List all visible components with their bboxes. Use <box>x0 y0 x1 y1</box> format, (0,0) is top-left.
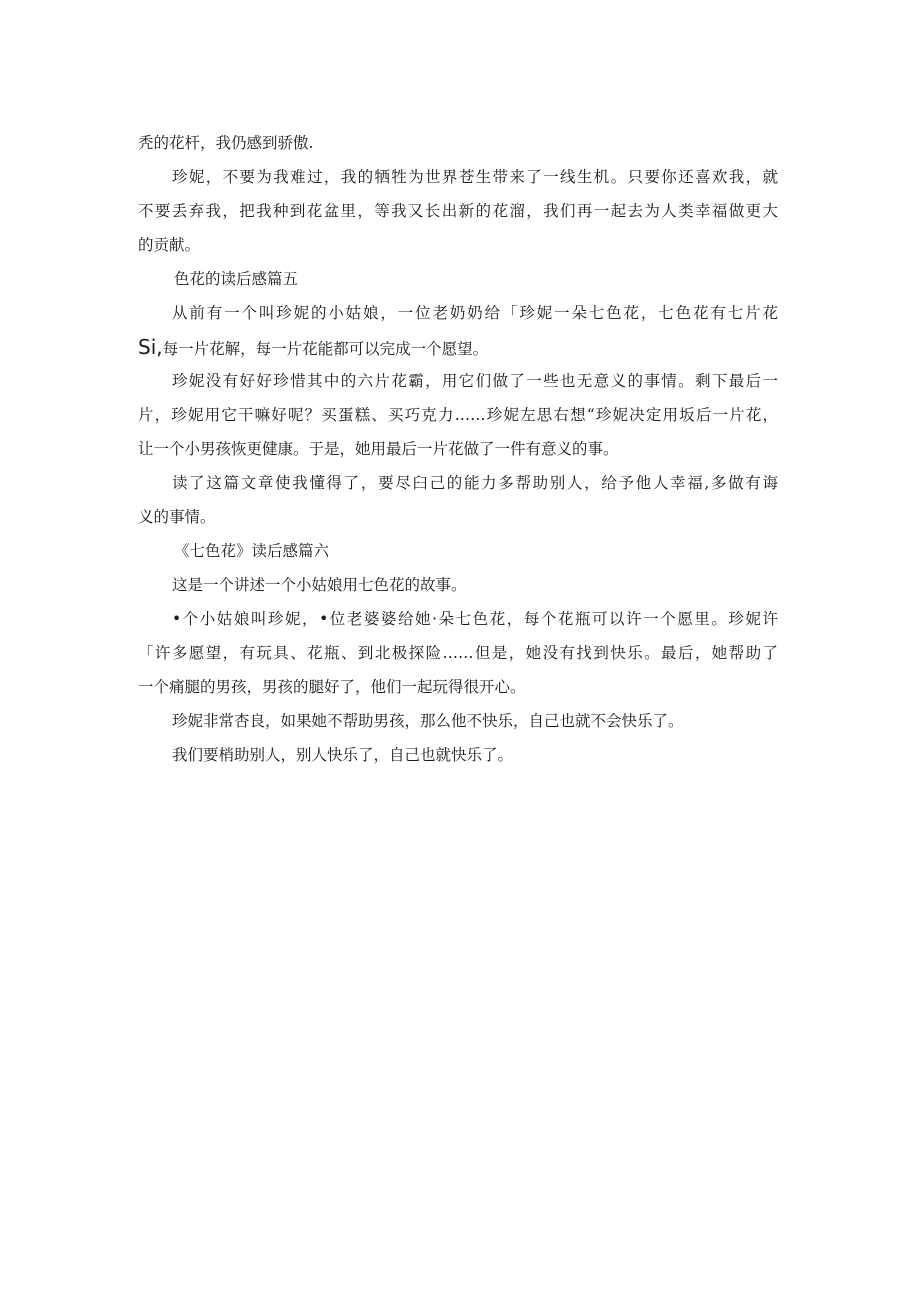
paragraph-line: 这是一个讲述一个小姑娘用七色花的故事。 <box>172 576 467 594</box>
paragraph-line: 珍妮非常杏良，如果她不帮助男孩，那么他不快乐，自己也就不会快乐了。 <box>172 712 684 730</box>
paragraph-line: 珍妮，不要为我难过，我的牺牲为世界苍生带来了一线生机。只要你还喜欢我，就 <box>172 168 778 186</box>
paragraph-line: 义的事情。 <box>138 508 216 526</box>
paragraph-line-rest: 每一片花解，每一片花能都可以完成一个愿望。 <box>162 340 489 358</box>
paragraph-line: 一个痛腿的男孩，男孩的腿好了，他们一起玩得很开心。 <box>138 678 526 696</box>
paragraph-line: 「许多愿望，有玩具、花瓶、到北极探险……但是，她没有找到快乐。最后，她帮助了 <box>138 644 778 662</box>
paragraph-line: 不要丢弃我，把我种到花盆里，等我又长出新的花溜，我们再一起去为人类幸福做更大 <box>138 202 778 220</box>
paragraph-line <box>138 330 778 364</box>
paragraph-line: •个小姑娘叫珍妮，•位老婆婆给她·朵七色花，每个花瓶可以许一个愿里。珍妮许 <box>172 610 778 628</box>
ocr-artifact-text: Si, <box>138 335 163 359</box>
paragraph-line: 我们要梢助别人，别人快乐了，自己也就快乐了。 <box>172 746 514 764</box>
section-heading: 色花的读后感篇五 <box>174 270 299 288</box>
paragraph-line: 的贡献。 <box>138 236 201 254</box>
document-body <box>138 126 778 772</box>
paragraph-line: 读了这篇文章使我懂得了，要尽臼己的能力多帮助别人，给予他人幸福,多做有诲 <box>172 474 778 492</box>
section-heading: 《七色花》读后感篇六 <box>174 542 330 560</box>
paragraph-line: 从前有一个叫珍妮的小姑娘，一位老奶奶给「珍妮一朵七色花，七色花有七片花 <box>172 304 778 322</box>
paragraph-line: 秃的花杆，我仍感到骄傲. <box>138 134 314 152</box>
paragraph-line: 让一个小男孩恢更健康。于是，她用最后一片花做了一件有意义的事。 <box>138 440 619 458</box>
paragraph-line: 片，珍妮用它干嘛好呢？买蛋糕、买巧克力……珍妮左思右想“珍妮决定用坂后一片花， <box>138 406 778 424</box>
paragraph-line: 珍妮没有好好珍惜其中的六片花霸，用它们做了一些也无意义的事情。剩下最后一 <box>172 372 778 390</box>
